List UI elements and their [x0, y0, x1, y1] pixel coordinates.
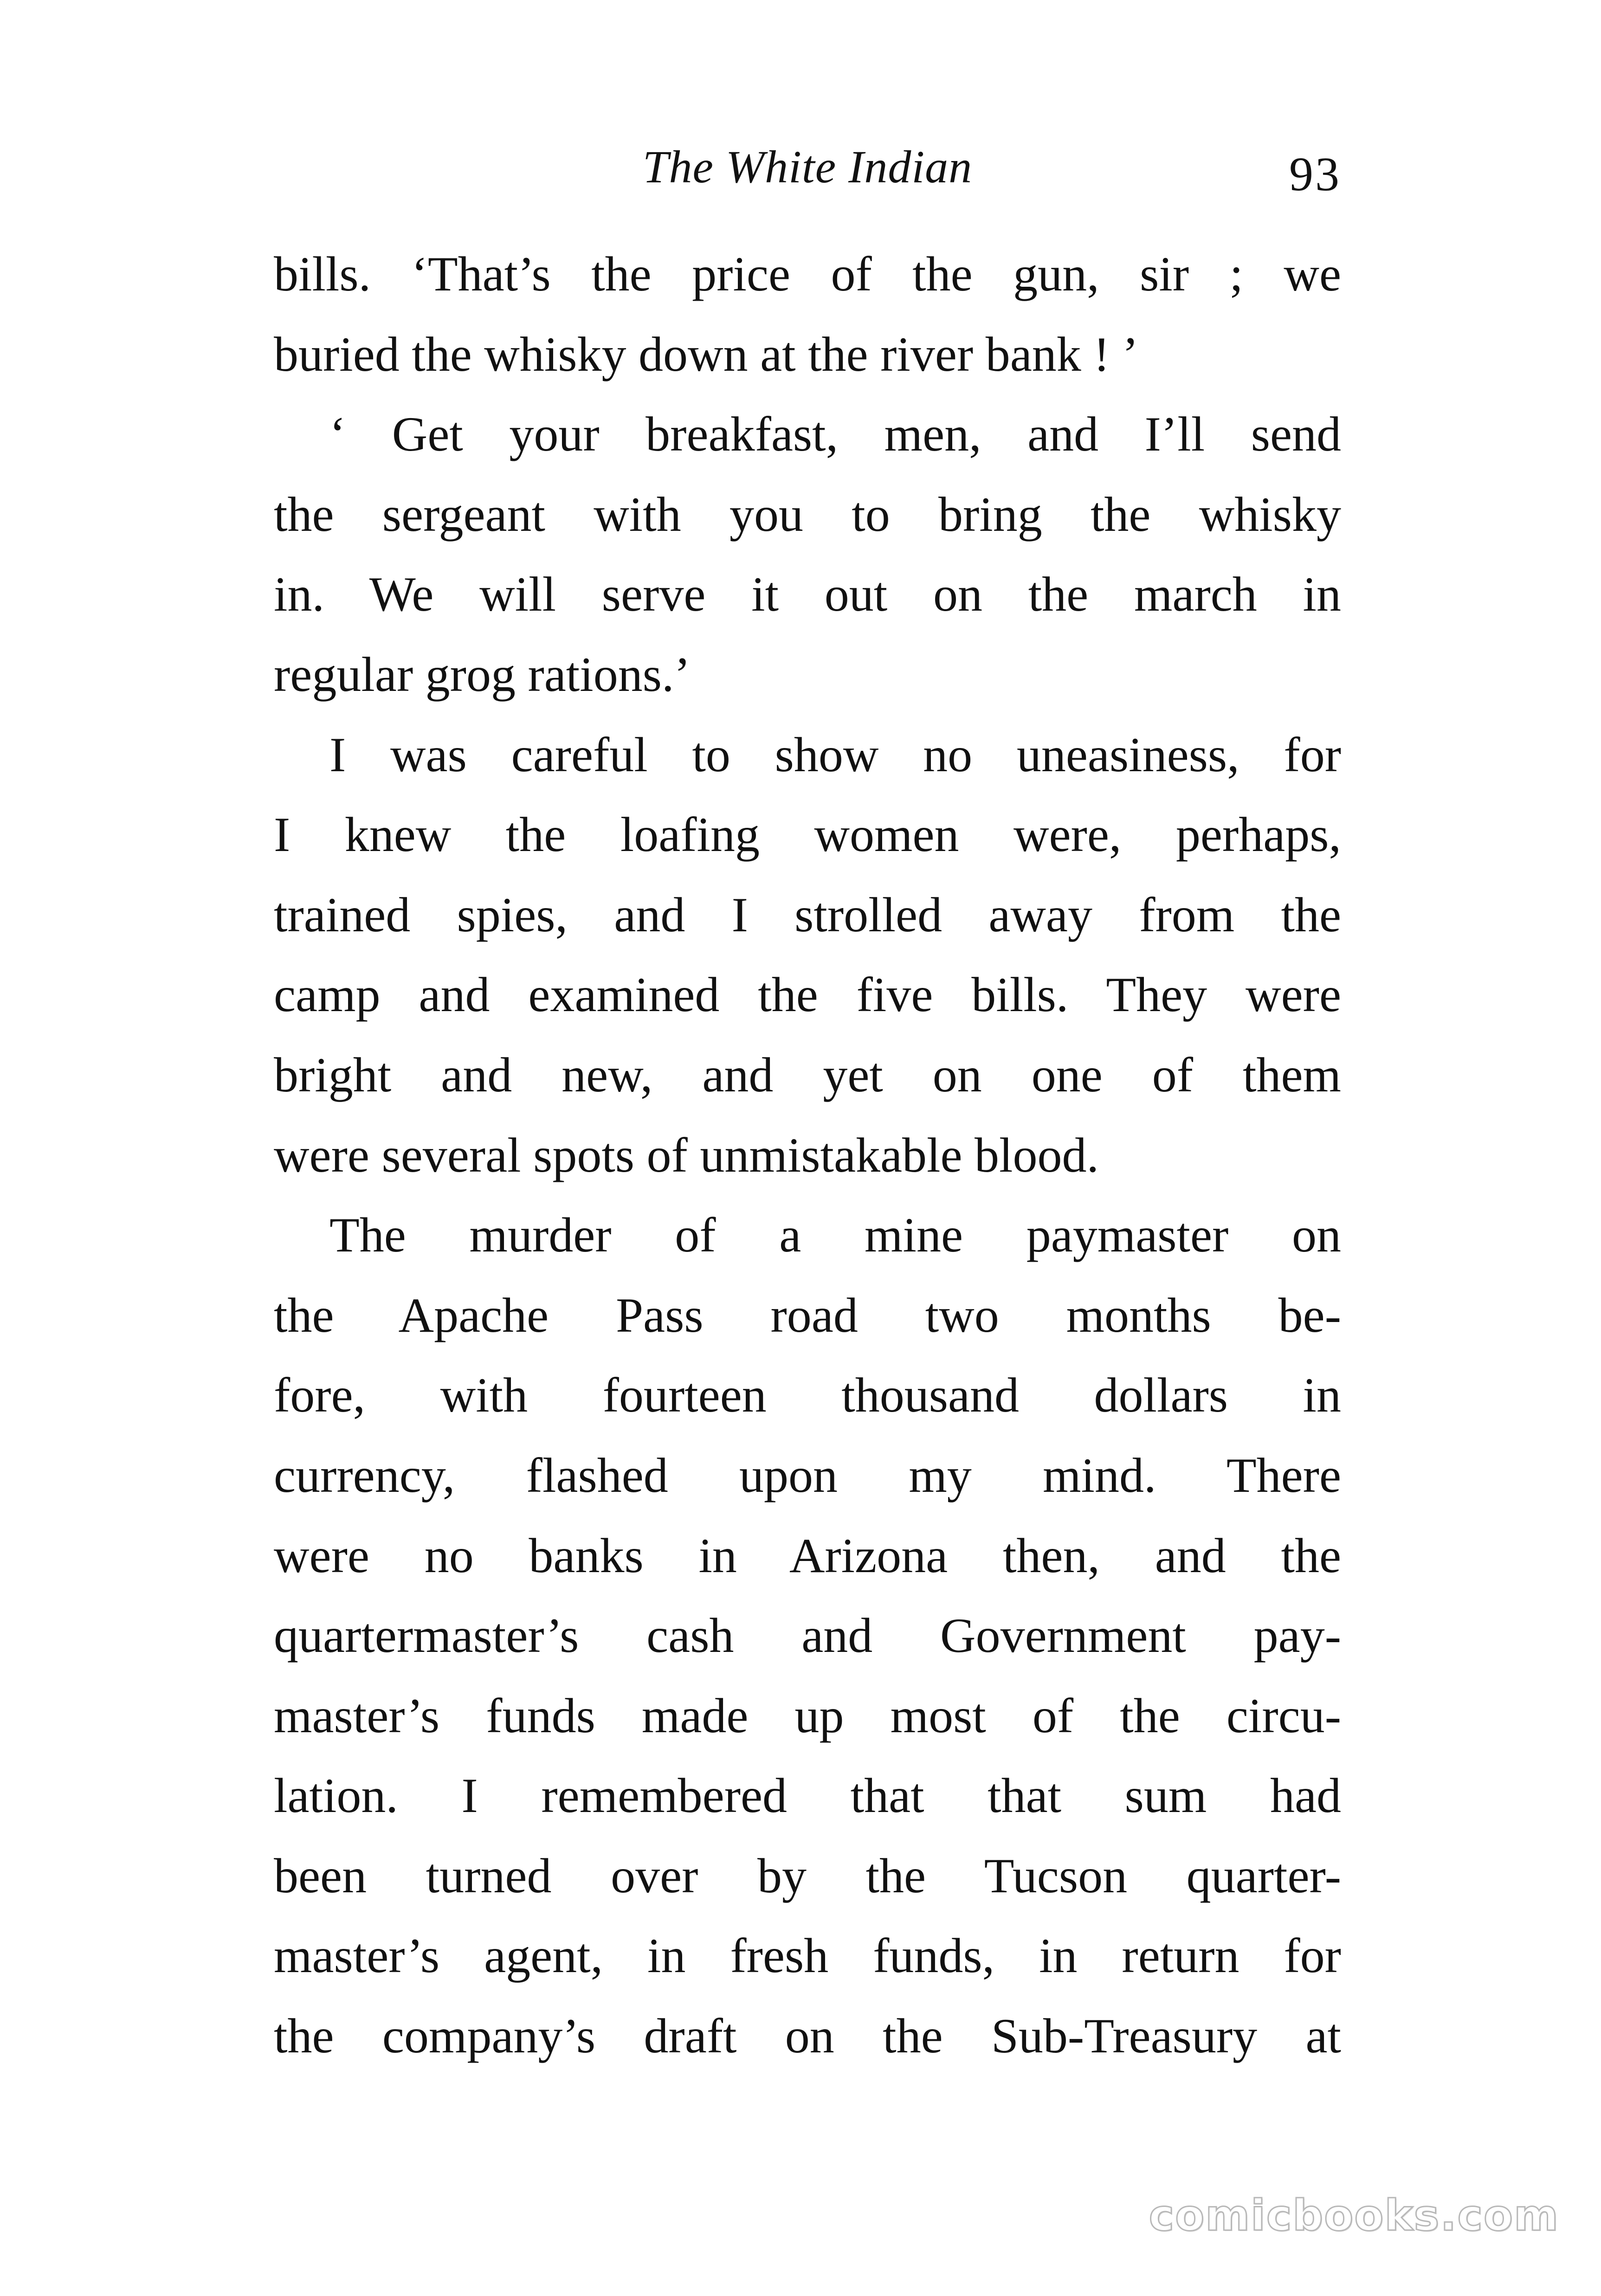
text-line: The murder of a mine paymaster on — [329, 1208, 1341, 1263]
text-line: bills. ‘That’s the price of the gun, sir ; we — [274, 247, 1341, 301]
text-line: master’s agent, in fresh funds, in return for — [274, 1928, 1341, 1983]
text-line: ‘ Get your breakfast, men, and I’ll send — [329, 407, 1341, 462]
running-header — [274, 135, 1341, 200]
text-line: bright and new, and yet on one of them — [274, 1047, 1341, 1102]
text-line: master’s funds made up most of the circu- — [274, 1688, 1341, 1743]
text-line: were several spots of unmistakable blood. — [274, 1128, 1099, 1182]
watermark: comicbooks.com — [1149, 2191, 1559, 2240]
text-line: I knew the loafing women were, perhaps, — [274, 807, 1341, 862]
text-line: I was careful to show no uneasiness, for — [329, 727, 1341, 782]
text-line: currency, flashed upon my mind. There — [274, 1448, 1341, 1503]
text-line: regular grog rations.’ — [274, 647, 691, 702]
text-line: the sergeant with you to bring the whisky — [274, 487, 1341, 542]
body-text — [274, 234, 1341, 2077]
text-line: trained spies, and I strolled away from the — [274, 887, 1341, 942]
text-line: were no banks in Arizona then, and the — [274, 1528, 1341, 1583]
running-title: The White Indian — [642, 141, 973, 193]
text-line: in. We will serve it out on the march in — [274, 567, 1341, 622]
text-line: lation. I remembered that that sum had — [274, 1768, 1341, 1823]
text-line: fore, with fourteen thousand dollars in — [274, 1368, 1341, 1423]
text-line: buried the whisky down at the river bank ! ’ — [274, 327, 1139, 381]
text-line: quartermaster’s cash and Government pay- — [274, 1608, 1341, 1663]
text-line: the company’s draft on the Sub-Treasury at — [274, 2009, 1341, 2064]
text-line: been turned over by the Tucson quarter- — [274, 1848, 1341, 1903]
text-line: the Apache Pass road two months be- — [274, 1288, 1341, 1342]
page-number: 93 — [1289, 148, 1341, 201]
text-line: camp and examined the five bills. They were — [274, 967, 1341, 1022]
